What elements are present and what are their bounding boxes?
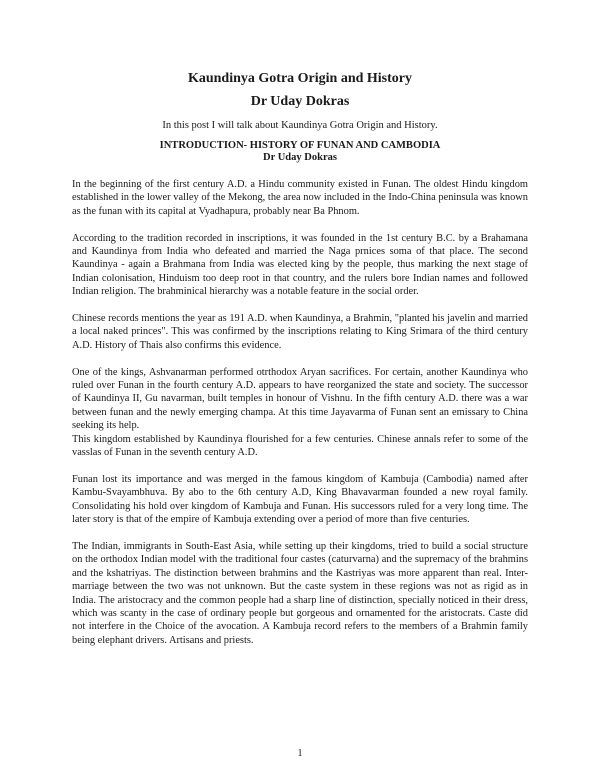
document-author: Dr Uday Dokras [250,94,350,109]
paragraph: Funan lost its importance and was merged in the famous kingdom of Kambuja (Cambodia) named after Kambu-Svayambhuva. By abo to the 6th century A.D, King Bhavavarman founded a new royal family. Consolidating his hold over kingdom of Kambuja and Funan. His successors ruled for a very long time. The later story is that of the empire of Kambuja extending over a period of more than five centuries. [72,473,528,526]
document-title: Kaundinya Gotra Origin and History [187,71,413,86]
paragraph: In the beginning of the first century A.D. a Hindu community existed in Funan. The oldest Hindu kingdom established in the lower valley of the Mekong, the area now included in the Indo-China peninsula was known as the funan with its capital at Vyadhapura, probably near Ba Phnom. [72,179,528,217]
paragraph: According to the tradition recorded in inscriptions, it was founded in the 1st century B.C. by a Brahamana and Kaundinya from India who defeated and married the Naga prnices soma of that place. The second Kaundinya - again a Brahmana from India was elected king by the people, thus marking the next stage of Indian colonisation, Hinduism too deep root in that country, and the rulers bore Indian names and followed Indian religion. The brahminical hierarchy was a notable feature in the social order. [72,232,528,298]
section-heading: INTRODUCTION- HISTORY OF FUNAN AND CAMBODIA [159,140,441,151]
paragraph: Chinese records mentions the year as 191 A.D. when Kaundinya, a Brahmin, "planted his javelin and married a local naked princes". This was confirmed by the inscriptions relating to King Srimara of the third century A.D. History of Thais also confirms this evidence. [72,313,528,351]
paragraph: This kingdom established by Kaundinya flourished for a few centuries. Chinese annals refer to some of the vasslas of Funan in the seventh century A.D. [72,433,528,459]
document-body [72,178,528,661]
section-subheading: Dr Uday Dokras [263,152,337,163]
paragraph: One of the kings, Ashvanarman performed otrthodox Aryan sacrifices. For certain, another Kaundinya who ruled over Funan in the fourth century A.D. appears to have reorganized the state and society. The successor of Kaundinya II, Gu navarman, built temples in honour of Vishnu. In the fifth century A.D. there was a war between funan and the newly emerging champa. At this time Jayavarma of Funan sent an emissary to China seeking its help. [72,366,528,432]
page-number: 1 [297,748,303,759]
paragraph: The Indian, immigrants in South-East Asia, while setting up their kingdoms, tried to build a social structure on the orthodox Indian model with the traditional four castes (caturvarna) and the supremacy of the brahmins and the kshatriyas. The distinction between brahmins and the Kastriyas was more apparent than real. Inter-marriage between the two was not unknown. But the caste system in these regions was not as rigid as in India. The aristocracy and the common people had a sharp line of distinction, specially noticed in their dress, which was scanty in the case of ordinary people but gorgeous and ornamented for the aristocrats. Caste did not interfere in the Choice of the avocation. A Kambuja record refers to the members of a Brahmin family being elephant drivers. Artisans and priests. [72,540,528,646]
intro-line: In this post I will talk about Kaundinya Gotra Origin and History. [162,120,438,131]
